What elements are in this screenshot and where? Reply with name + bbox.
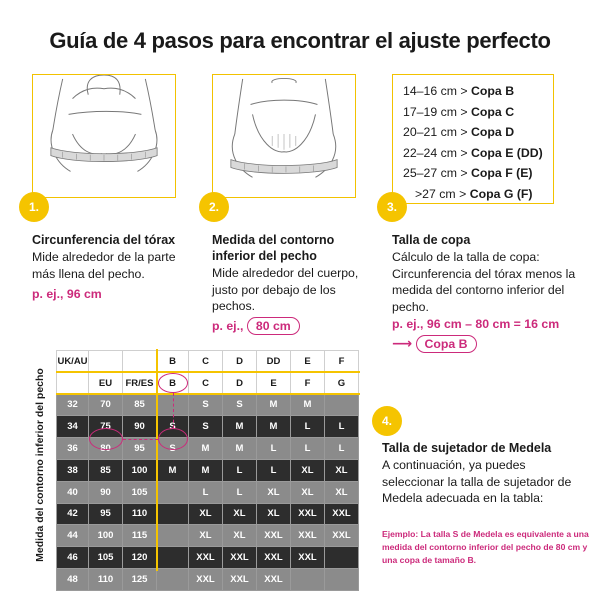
- size-cell: XL: [325, 459, 359, 481]
- step1-badge: 1.: [19, 192, 49, 222]
- header-cell: D: [223, 351, 257, 373]
- cup-row: 14–16 cm > Copa B: [403, 84, 515, 98]
- size-cell: M: [223, 416, 257, 438]
- band-size-cell: 120: [123, 547, 157, 569]
- size-cell: XXL: [189, 568, 223, 590]
- step2-title: Medida del contorno inferior del pecho: [212, 233, 335, 263]
- table-row: [57, 525, 359, 547]
- header-cell: F: [325, 351, 359, 373]
- size-cell: S: [189, 416, 223, 438]
- step1-example: p. ej., 96 cm: [32, 287, 102, 301]
- band-size-cell: 125: [123, 568, 157, 590]
- header-cell: E: [257, 372, 291, 394]
- table-row: [57, 568, 359, 590]
- size-cell: S: [223, 394, 257, 416]
- size-table: [56, 350, 359, 591]
- band-size-cell: 105: [89, 547, 123, 569]
- header-cell: G: [325, 372, 359, 394]
- table-row: [57, 547, 359, 569]
- size-cell: M: [157, 459, 189, 481]
- size-cell: [157, 503, 189, 525]
- step2-text: Mide alrededor del cuerpo, justo por debajo de los pechos.: [212, 266, 359, 313]
- size-cell: L: [291, 438, 325, 460]
- step3-example: p. ej., 96 cm – 80 cm = 16 cm: [392, 317, 560, 331]
- header-cell: EU: [89, 372, 123, 394]
- size-cell: XXL: [325, 525, 359, 547]
- step4-text: A continuación, ya puedes seleccionar la talla de sujetador de Medela adecuada en la tabla:: [382, 458, 572, 505]
- step3-text: Cálculo de la talla de copa: Circunferencia del tórax menos la medida del contorno inferior del pecho.: [392, 250, 576, 314]
- size-cell: [157, 547, 189, 569]
- step4-badge: 4.: [372, 406, 402, 436]
- step2-example-value: 80 cm: [247, 317, 300, 335]
- table-row: [57, 481, 359, 503]
- band-size-cell: 100: [89, 525, 123, 547]
- header-cell: [89, 351, 123, 373]
- table-header-uk: [57, 351, 359, 373]
- band-size-cell: 42: [57, 503, 89, 525]
- size-cell: XXL: [291, 503, 325, 525]
- size-cell: XL: [291, 459, 325, 481]
- step1-illustration: [32, 74, 176, 198]
- table-header-eu: [57, 372, 359, 394]
- size-cell: [157, 525, 189, 547]
- size-cell: L: [189, 481, 223, 503]
- table-row: [57, 503, 359, 525]
- band-size-cell: 70: [89, 394, 123, 416]
- band-size-cell: 85: [89, 459, 123, 481]
- band-size-cell: 100: [123, 459, 157, 481]
- size-cell: [291, 568, 325, 590]
- size-cell: XXL: [223, 568, 257, 590]
- size-cell: XXL: [223, 547, 257, 569]
- highlight-circle-S: [158, 428, 188, 450]
- size-cell: L: [257, 459, 291, 481]
- header-cell: FR/ES: [123, 372, 157, 394]
- size-cell: XXL: [257, 547, 291, 569]
- size-cell: S: [157, 416, 189, 438]
- size-cell: L: [291, 416, 325, 438]
- step3-badge: 3.: [377, 192, 407, 222]
- cup-size-table: [392, 74, 554, 204]
- size-cell: L: [223, 459, 257, 481]
- cup-row: 17–19 cm > Copa C: [403, 104, 515, 119]
- table-row: [57, 394, 359, 416]
- band-size-cell: 110: [123, 503, 157, 525]
- band-size-cell: 105: [123, 481, 157, 503]
- header-cell: B: [157, 351, 189, 373]
- cup-row: 25–27 cm > Copa F (E): [403, 166, 533, 180]
- band-size-cell: 75: [89, 416, 123, 438]
- step1-text: Mide alrededor de la parte más llena del pecho.: [32, 250, 176, 281]
- step2-example: [212, 317, 300, 335]
- size-cell: XL: [257, 481, 291, 503]
- size-cell: [325, 394, 359, 416]
- size-cell: [157, 568, 189, 590]
- size-cell: XL: [325, 481, 359, 503]
- size-cell: L: [257, 438, 291, 460]
- band-size-cell: 46: [57, 547, 89, 569]
- band-size-cell: 44: [57, 525, 89, 547]
- highlight-circle-B: [158, 373, 188, 393]
- highlight-dash-col: [173, 393, 174, 428]
- step1-title: Circunferencia del tórax: [32, 233, 176, 247]
- table-row: [57, 459, 359, 481]
- band-size-cell: 85: [123, 394, 157, 416]
- size-cell: [157, 481, 189, 503]
- band-size-cell: 90: [123, 416, 157, 438]
- size-cell: XL: [291, 481, 325, 503]
- size-cell: XL: [257, 503, 291, 525]
- cup-row: >27 cm > Copa G (F): [415, 186, 533, 201]
- band-size-cell: 48: [57, 568, 89, 590]
- size-table-body: [57, 394, 359, 590]
- size-cell: XXL: [257, 525, 291, 547]
- step2-badge: 2.: [199, 192, 229, 222]
- size-cell: [325, 547, 359, 569]
- header-divider: [56, 393, 360, 395]
- size-cell: XL: [223, 525, 257, 547]
- size-cell: M: [223, 438, 257, 460]
- band-size-cell: 36: [57, 438, 89, 460]
- band-size-cell: 90: [89, 481, 123, 503]
- header-cell: C: [189, 351, 223, 373]
- band-size-cell: 115: [123, 525, 157, 547]
- size-cell: M: [257, 416, 291, 438]
- band-size-cell: 80: [89, 438, 123, 460]
- band-size-cell: 110: [89, 568, 123, 590]
- size-cell: L: [325, 438, 359, 460]
- band-size-cell: 32: [57, 394, 89, 416]
- size-cell: S: [189, 394, 223, 416]
- band-size-cell: 95: [89, 503, 123, 525]
- torso-measure-chest-icon: [33, 75, 175, 197]
- band-size-cell: 38: [57, 459, 89, 481]
- step3-result-value: Copa B: [416, 335, 477, 353]
- size-cell: [325, 568, 359, 590]
- size-cell: M: [257, 394, 291, 416]
- band-size-cell: 95: [123, 438, 157, 460]
- header-cell: D: [223, 372, 257, 394]
- header-cell: DD: [257, 351, 291, 373]
- size-cell: XL: [223, 503, 257, 525]
- table-side-label: Medida del contorno inferior del pecho: [34, 368, 46, 562]
- example-note: Ejemplo: La talla S de Medela es equivalente a una medida del contorno inferior del pecho de 80 cm y una copa de tamaño B.: [382, 529, 589, 565]
- step2-illustration: [212, 74, 356, 198]
- band-size-cell: 40: [57, 481, 89, 503]
- size-cell: XL: [189, 525, 223, 547]
- header-cell: F: [291, 372, 325, 394]
- cup-row: 20–21 cm > Copa D: [403, 125, 515, 139]
- size-cell: XXL: [257, 568, 291, 590]
- band-size-cell: 34: [57, 416, 89, 438]
- header-cell: C: [189, 372, 223, 394]
- size-cell: M: [291, 394, 325, 416]
- size-cell: S: [157, 438, 189, 460]
- step3-result: [392, 335, 477, 353]
- cup-row: 22–24 cm > Copa E (DD): [403, 145, 543, 160]
- step2-example-prefix: p. ej.,: [212, 319, 244, 333]
- size-cell: XXL: [325, 503, 359, 525]
- arrow-icon: ⟶: [392, 335, 413, 351]
- size-cell: M: [189, 459, 223, 481]
- size-cell: M: [189, 438, 223, 460]
- size-cell: XXL: [189, 547, 223, 569]
- page-title: Guía de 4 pasos para encontrar el ajuste perfecto: [49, 28, 551, 53]
- highlight-dash-row: [123, 439, 158, 440]
- header-cell: UK/AU: [57, 351, 89, 373]
- torso-measure-underbust-icon: [213, 75, 355, 197]
- header-divider: [56, 371, 360, 373]
- step4-title: Talla de sujetador de Medela: [382, 441, 552, 455]
- header-cell: B: [157, 372, 189, 394]
- size-cell: L: [325, 416, 359, 438]
- header-cell: E: [291, 351, 325, 373]
- highlight-circle-80: [89, 428, 123, 450]
- header-cell: [57, 372, 89, 394]
- header-cell: [123, 351, 157, 373]
- size-cell: XXL: [291, 547, 325, 569]
- step3-title: Talla de copa: [392, 233, 471, 247]
- size-cell: XXL: [291, 525, 325, 547]
- size-cell: XL: [189, 503, 223, 525]
- size-cell: L: [223, 481, 257, 503]
